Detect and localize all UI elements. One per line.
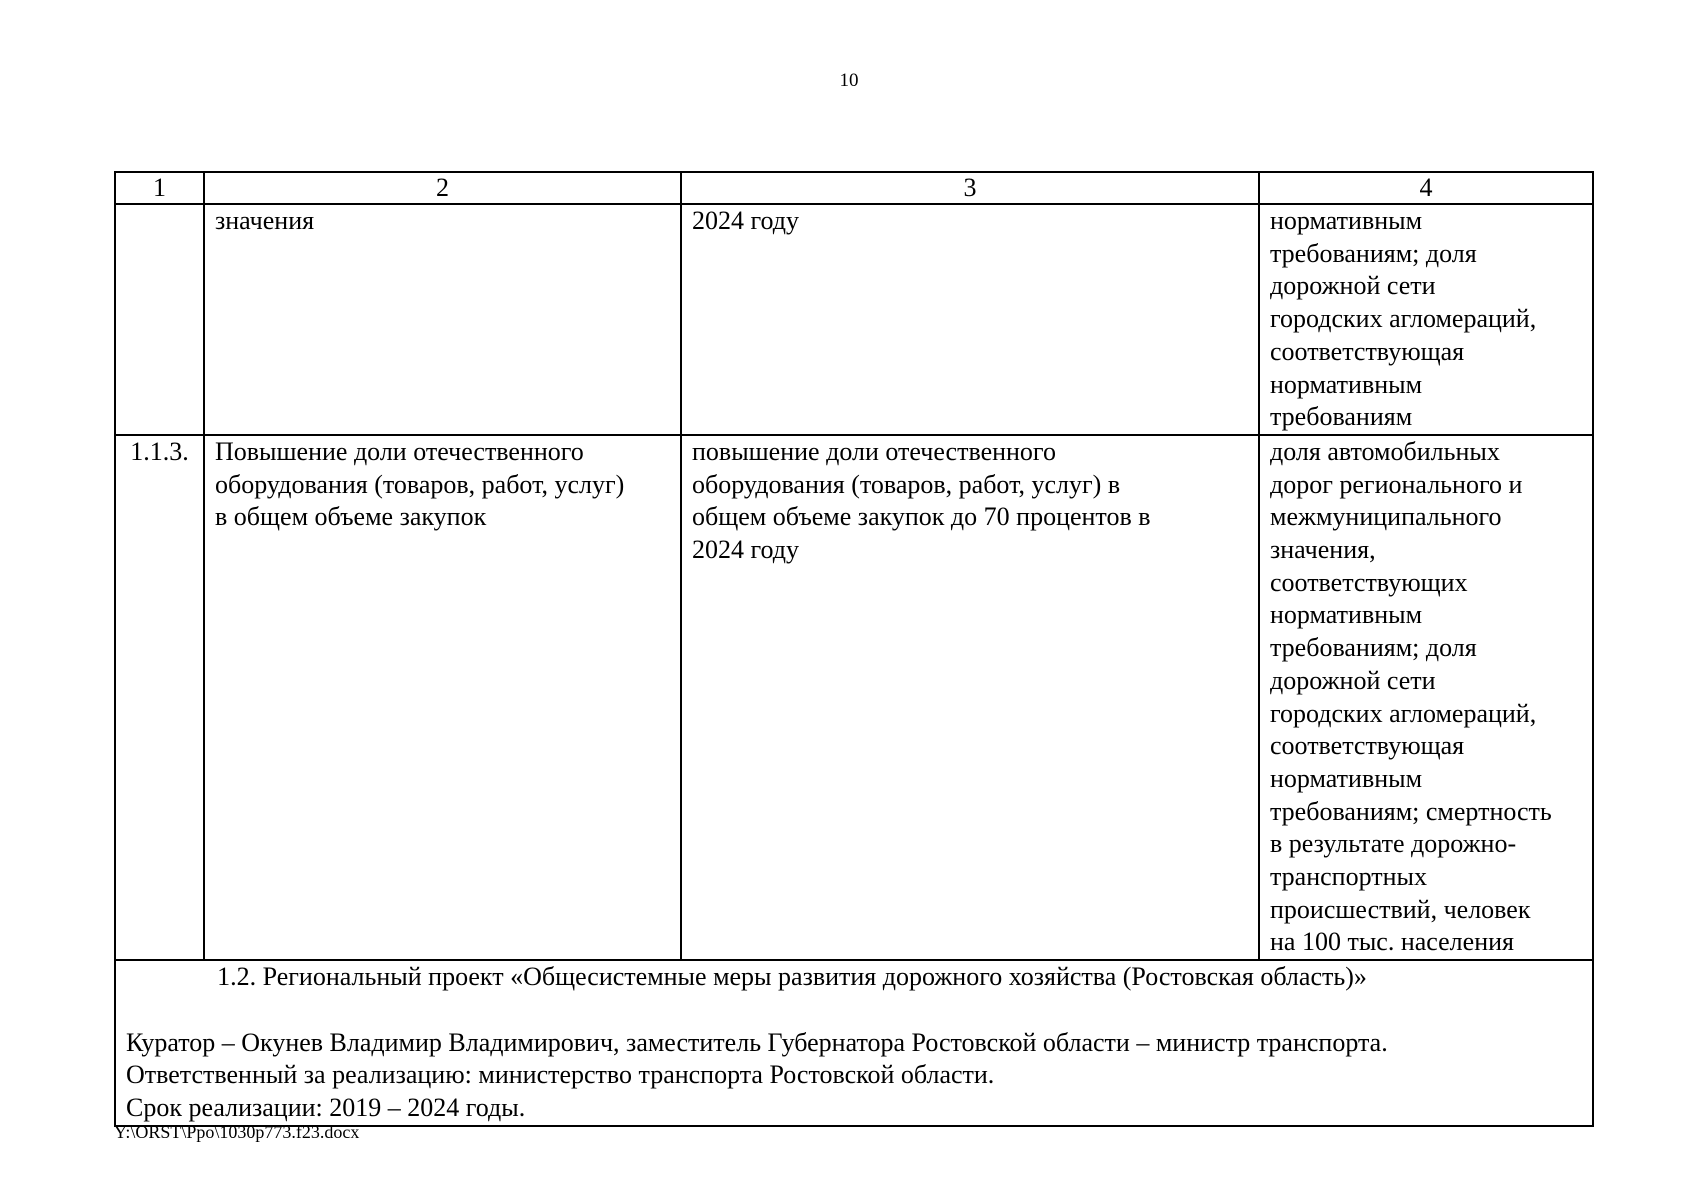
table-header-row: [115, 172, 1593, 204]
cell-line: межмуниципального: [1270, 502, 1502, 532]
column-header-1: 1: [115, 172, 204, 204]
cell-line: нормативным: [1270, 369, 1423, 399]
table-row: [115, 435, 1593, 960]
column-header-3: 3: [681, 172, 1259, 204]
indicator-cell: [1259, 435, 1593, 960]
event-name-cell: [204, 435, 681, 960]
cell-line: соответствующих: [1270, 567, 1468, 597]
section-responsible: Ответственный за реализацию: министерство транспорта Ростовской области.: [126, 1060, 995, 1090]
cell-line: транспортных: [1270, 862, 1427, 892]
indicator-cell: [1259, 204, 1593, 435]
section-curator: Куратор – Окунев Владимир Владимирович, заместитель Губернатора Ростовской области – министр транспорта.: [126, 1027, 1388, 1057]
table-row: [115, 204, 1593, 435]
cell-line: общем объеме закупок до 70 процентов в: [692, 502, 1151, 532]
cell-line: доля автомобильных: [1270, 436, 1500, 466]
cell-line: в общем объеме закупок: [215, 502, 487, 532]
cell-line: соответствующая: [1270, 336, 1465, 366]
row-number: 1.1.3.: [115, 435, 204, 960]
cell-line: значения,: [1270, 535, 1376, 565]
cell-line: повышение доли отечественного: [692, 436, 1056, 466]
cell-line: 2024 году: [692, 535, 799, 565]
cell-line: оборудования (товаров, работ, услуг) в: [692, 469, 1121, 499]
cell-line: Повышение доли отечественного: [215, 436, 584, 466]
cell-line: требованиям: [1270, 402, 1413, 432]
cell-line: требованиям; смертность: [1270, 796, 1552, 826]
cell-line: соответствующая: [1270, 731, 1465, 761]
cell-line: 2024 году: [692, 206, 799, 235]
section-title: 1.2. Региональный проект «Общесистемные меры развития дорожного хозяйства (Ростовская область)»: [217, 962, 1367, 992]
cell-line: оборудования (товаров, работ, услуг): [215, 469, 625, 499]
cell-line: дорожной сети: [1270, 665, 1436, 695]
regional-project-section: [115, 960, 1593, 1126]
cell-line: требованиям; доля: [1270, 238, 1477, 268]
cell-line: дорожной сети: [1270, 271, 1436, 301]
page-number: 10: [839, 70, 859, 91]
expected-result-cell: [681, 435, 1259, 960]
section-row: [115, 960, 1593, 1126]
event-name-cell: [204, 204, 681, 435]
cell-line: в результате дорожно-: [1270, 829, 1517, 859]
cell-line: городских агломераций,: [1270, 698, 1537, 728]
cell-line: нормативным: [1270, 763, 1423, 793]
cell-line: нормативным: [1270, 206, 1423, 235]
expected-result-cell: [681, 204, 1259, 435]
row-number: [115, 204, 204, 435]
cell-line: дорог регионального и: [1270, 469, 1523, 499]
column-header-2: 2: [204, 172, 681, 204]
section-term: Срок реализации: 2019 – 2024 годы.: [126, 1092, 526, 1122]
cell-line: нормативным: [1270, 600, 1423, 630]
section-spacer: [126, 994, 1582, 1027]
cell-line: городских агломераций,: [1270, 304, 1537, 334]
cell-line: на 100 тыс. населения: [1270, 927, 1514, 957]
footer-file-path: Y:\ORST\Ppo\1030p773.f23.docx: [114, 1122, 360, 1142]
cell-line: происшествий, человек: [1270, 894, 1531, 924]
program-table: [114, 171, 1594, 1127]
column-header-4: 4: [1259, 172, 1593, 204]
cell-line: требованиям; доля: [1270, 633, 1477, 663]
cell-line: значения: [215, 206, 315, 235]
